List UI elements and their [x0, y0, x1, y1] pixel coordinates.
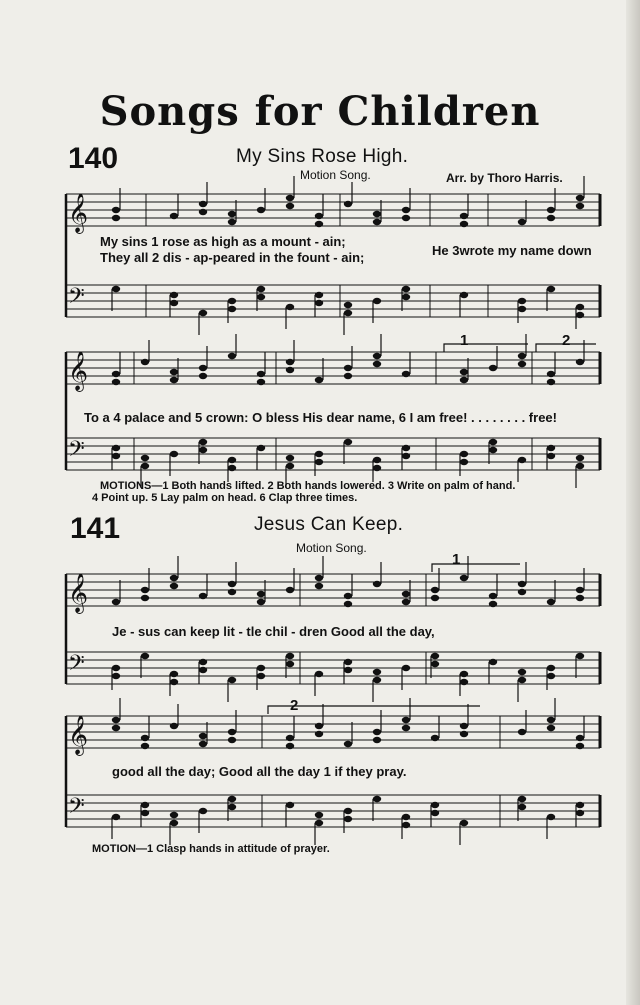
note-head	[228, 219, 236, 225]
note-head	[170, 671, 178, 677]
note-head	[373, 353, 381, 359]
note-head	[170, 723, 178, 729]
hymn-140-verse-2: They all 2 dis - ap-peared in the fount - ain;	[100, 250, 365, 265]
note-head	[402, 725, 410, 731]
note-head	[199, 593, 207, 599]
note-head	[373, 796, 381, 802]
note-head	[257, 371, 265, 377]
note-head	[257, 379, 265, 385]
note-head	[286, 587, 294, 593]
note-head	[489, 593, 497, 599]
note-head	[141, 463, 149, 469]
note-head	[576, 463, 584, 469]
note-head	[518, 804, 526, 810]
note-head	[315, 377, 323, 383]
note-head	[228, 298, 236, 304]
note-head	[344, 365, 352, 371]
note-head	[170, 575, 178, 581]
note-head	[402, 294, 410, 300]
note-head	[228, 211, 236, 217]
note-head	[112, 665, 120, 671]
note-head	[460, 221, 468, 227]
note-head	[373, 361, 381, 367]
note-head	[170, 812, 178, 818]
note-head	[460, 820, 468, 826]
note-head	[344, 667, 352, 673]
note-head	[141, 743, 149, 749]
note-head	[518, 796, 526, 802]
note-head	[228, 737, 236, 743]
note-head	[402, 207, 410, 213]
note-head	[402, 599, 410, 605]
hymn-141-ending-2: 2	[290, 697, 299, 714]
note-head	[141, 810, 149, 816]
note-head	[170, 377, 178, 383]
note-head	[431, 802, 439, 808]
hymn-140-line-2-lyrics: To a 4 palace and 5 crown: O bless His dear name, 6 I am free! . . . . . . . . free!	[84, 410, 557, 425]
note-head	[315, 812, 323, 818]
note-head	[344, 659, 352, 665]
note-head	[141, 802, 149, 808]
note-head	[170, 369, 178, 375]
note-head	[257, 207, 265, 213]
note-head	[460, 369, 468, 375]
note-head	[315, 671, 323, 677]
note-head	[112, 207, 120, 213]
note-head	[199, 447, 207, 453]
note-head	[373, 465, 381, 471]
note-head	[315, 292, 323, 298]
note-head	[228, 589, 236, 595]
hymn-141-title: Jesus Can Keep.	[254, 514, 404, 535]
note-head	[547, 814, 555, 820]
note-head	[228, 796, 236, 802]
note-head	[344, 816, 352, 822]
note-head	[141, 735, 149, 741]
note-head	[402, 717, 410, 723]
note-head	[402, 371, 410, 377]
note-head	[199, 439, 207, 445]
note-head	[286, 203, 294, 209]
note-head	[344, 439, 352, 445]
note-head	[199, 733, 207, 739]
note-head	[257, 665, 265, 671]
note-head	[344, 302, 352, 308]
note-head	[141, 653, 149, 659]
note-head	[402, 445, 410, 451]
volta-bracket	[444, 344, 528, 352]
note-head	[315, 820, 323, 826]
note-head	[199, 659, 207, 665]
section-heading: Songs for Children	[99, 88, 541, 135]
note-head	[402, 665, 410, 671]
note-head	[431, 735, 439, 741]
hymn-141-line-1-lyrics: Je - sus can keep lit - tle chil - dren Good all the day,	[112, 624, 435, 639]
note-head	[170, 679, 178, 685]
note-head	[576, 595, 584, 601]
note-head	[286, 802, 294, 808]
note-head	[315, 731, 323, 737]
note-head	[431, 653, 439, 659]
note-head	[460, 292, 468, 298]
note-head	[460, 679, 468, 685]
note-head	[315, 459, 323, 465]
note-head	[460, 459, 468, 465]
note-head	[199, 201, 207, 207]
note-head	[286, 359, 294, 365]
note-head	[402, 215, 410, 221]
note-head	[576, 312, 584, 318]
note-head	[257, 445, 265, 451]
note-head	[460, 451, 468, 457]
note-head	[141, 595, 149, 601]
note-head	[315, 723, 323, 729]
note-head	[460, 723, 468, 729]
note-head	[257, 286, 265, 292]
note-head	[286, 195, 294, 201]
note-head	[112, 673, 120, 679]
note-head	[489, 365, 497, 371]
note-head	[518, 729, 526, 735]
treble-clef-icon: 𝄞	[68, 193, 89, 233]
note-head	[344, 201, 352, 207]
note-head	[112, 215, 120, 221]
hymn-140-credit: Arr. by Thoro Harris.	[446, 171, 563, 185]
note-head	[228, 353, 236, 359]
bass-clef-icon: 𝄢	[68, 651, 85, 681]
note-head	[431, 595, 439, 601]
note-head	[141, 359, 149, 365]
note-head	[547, 371, 555, 377]
hymn-141-motion: MOTION—1 Clasp hands in attitude of prayer.	[92, 843, 330, 855]
note-head	[547, 207, 555, 213]
hymn-140-motions-2: 4 Point up. 5 Lay palm on head. 6 Clap three times.	[92, 492, 358, 504]
note-head	[518, 219, 526, 225]
note-head	[402, 453, 410, 459]
hymn-140-ending-2: 2	[562, 332, 571, 349]
note-head	[518, 669, 526, 675]
note-head	[518, 306, 526, 312]
note-head	[489, 601, 497, 607]
note-head	[286, 743, 294, 749]
note-head	[199, 209, 207, 215]
note-head	[112, 725, 120, 731]
note-head	[344, 593, 352, 599]
note-head	[547, 215, 555, 221]
hymn-140-number: 140	[68, 142, 119, 175]
note-head	[402, 822, 410, 828]
note-head	[228, 581, 236, 587]
note-head	[141, 455, 149, 461]
note-head	[199, 808, 207, 814]
hymn-140-verse-1: My sins 1 rose as high as a mount - ain;	[100, 234, 346, 249]
note-head	[170, 583, 178, 589]
note-head	[286, 367, 294, 373]
volta-bracket	[432, 564, 520, 572]
volta-bracket	[268, 706, 480, 714]
note-head	[460, 575, 468, 581]
note-head	[576, 802, 584, 808]
note-head	[112, 814, 120, 820]
note-head	[257, 673, 265, 679]
note-head	[576, 743, 584, 749]
note-head	[228, 729, 236, 735]
hymn-140-title: My Sins Rose High.	[236, 146, 409, 167]
hymn-140-subtitle: Motion Song.	[300, 168, 371, 182]
note-head	[373, 298, 381, 304]
note-head	[460, 213, 468, 219]
note-head	[576, 653, 584, 659]
note-head	[170, 213, 178, 219]
note-head	[576, 810, 584, 816]
note-head	[373, 669, 381, 675]
note-head	[315, 221, 323, 227]
hymn-140-motions-1: MOTIONS—1 Both hands lifted. 2 Both hands lowered. 3 Write on palm of hand.	[100, 480, 516, 492]
note-head	[431, 661, 439, 667]
note-head	[547, 725, 555, 731]
note-head	[431, 810, 439, 816]
note-head	[489, 447, 497, 453]
note-head	[228, 804, 236, 810]
note-head	[257, 294, 265, 300]
note-head	[373, 457, 381, 463]
volta-bracket	[536, 344, 596, 352]
note-head	[170, 300, 178, 306]
note-head	[373, 737, 381, 743]
note-head	[373, 677, 381, 683]
note-head	[518, 353, 526, 359]
note-head	[431, 587, 439, 593]
bass-clef-icon: 𝄢	[68, 284, 85, 314]
hymn-140-continuation: He 3wrote my name down	[432, 243, 592, 258]
note-head	[402, 814, 410, 820]
note-head	[286, 735, 294, 741]
note-head	[228, 457, 236, 463]
note-head	[518, 589, 526, 595]
note-head	[199, 310, 207, 316]
note-head	[576, 203, 584, 209]
note-head	[170, 451, 178, 457]
treble-clef-icon: 𝄞	[68, 573, 89, 613]
note-head	[257, 599, 265, 605]
bass-clef-icon: 𝄢	[68, 794, 85, 824]
note-head	[547, 379, 555, 385]
note-head	[112, 445, 120, 451]
bass-clef-icon: 𝄢	[68, 437, 85, 467]
note-head	[344, 373, 352, 379]
note-head	[228, 306, 236, 312]
hymn-141-subtitle: Motion Song.	[296, 541, 367, 555]
note-head	[315, 300, 323, 306]
note-head	[547, 286, 555, 292]
note-head	[170, 820, 178, 826]
note-head	[199, 741, 207, 747]
note-head	[489, 439, 497, 445]
note-head	[518, 457, 526, 463]
note-head	[286, 304, 294, 310]
note-head	[576, 735, 584, 741]
treble-clef-icon: 𝄞	[68, 715, 89, 755]
note-head	[460, 377, 468, 383]
note-head	[199, 667, 207, 673]
note-head	[576, 587, 584, 593]
note-head	[112, 371, 120, 377]
note-head	[286, 463, 294, 469]
note-head	[402, 591, 410, 597]
note-head	[489, 659, 497, 665]
note-head	[460, 731, 468, 737]
note-head	[315, 583, 323, 589]
note-head	[547, 599, 555, 605]
note-head	[547, 453, 555, 459]
note-head	[141, 587, 149, 593]
note-head	[460, 671, 468, 677]
note-head	[576, 359, 584, 365]
hymn-141-number: 141	[70, 512, 121, 545]
note-head	[344, 310, 352, 316]
note-head	[547, 717, 555, 723]
note-head	[257, 591, 265, 597]
note-head	[518, 298, 526, 304]
note-head	[112, 599, 120, 605]
note-head	[373, 581, 381, 587]
note-head	[576, 304, 584, 310]
treble-clef-icon: 𝄞	[68, 351, 89, 391]
note-head	[315, 451, 323, 457]
note-head	[344, 808, 352, 814]
note-head	[373, 211, 381, 217]
hymn-140-ending-1: 1	[460, 332, 469, 349]
note-head	[199, 373, 207, 379]
note-head	[112, 379, 120, 385]
note-head	[112, 286, 120, 292]
note-head	[373, 219, 381, 225]
note-head	[170, 292, 178, 298]
note-head	[344, 741, 352, 747]
note-head	[112, 717, 120, 723]
note-head	[547, 445, 555, 451]
note-head	[315, 575, 323, 581]
note-head	[576, 455, 584, 461]
note-head	[344, 601, 352, 607]
note-head	[576, 195, 584, 201]
note-head	[402, 286, 410, 292]
note-head	[286, 661, 294, 667]
note-head	[228, 465, 236, 471]
note-head	[199, 365, 207, 371]
hymn-141-line-2-lyrics: good all the day; Good all the day 1 if they pray.	[112, 764, 407, 779]
note-head	[547, 665, 555, 671]
note-head	[518, 677, 526, 683]
note-head	[518, 361, 526, 367]
note-head	[286, 455, 294, 461]
note-head	[286, 653, 294, 659]
note-head	[373, 729, 381, 735]
note-head	[315, 213, 323, 219]
note-head	[547, 673, 555, 679]
note-head	[518, 581, 526, 587]
hymn-141-ending-1: 1	[452, 551, 461, 568]
note-head	[112, 453, 120, 459]
note-head	[228, 677, 236, 683]
